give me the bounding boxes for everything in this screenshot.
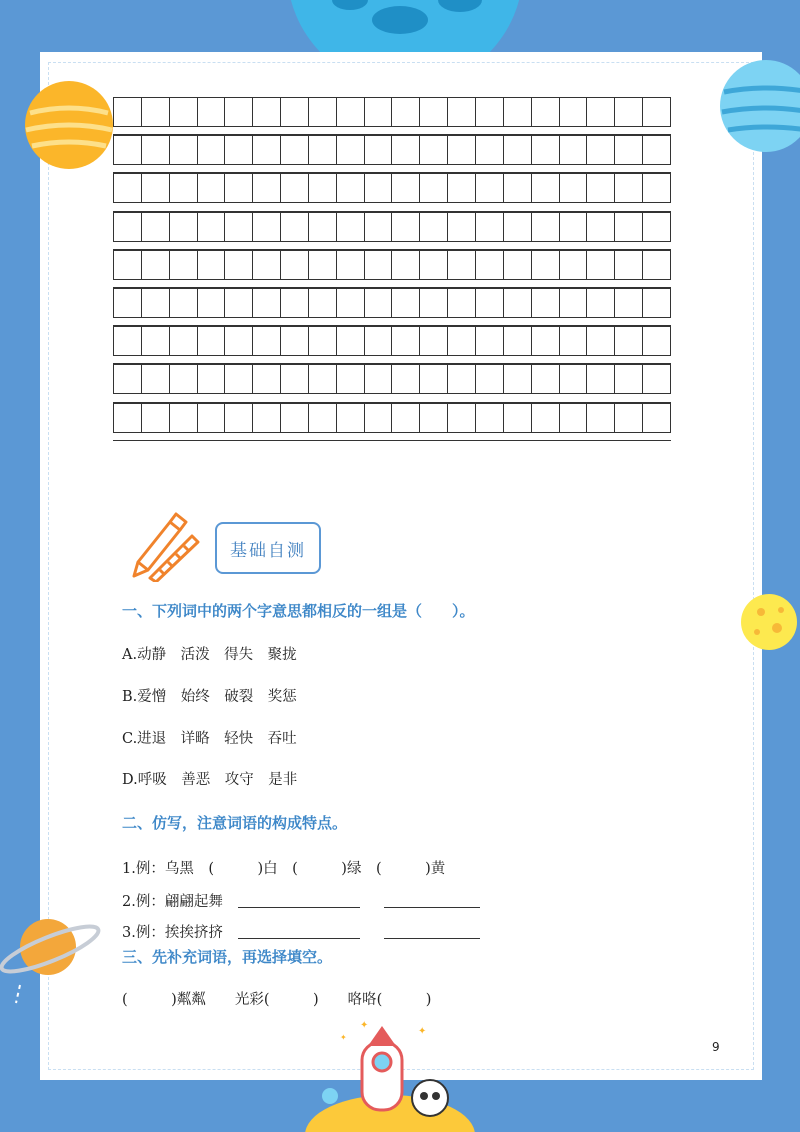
- grid-cell[interactable]: [308, 135, 336, 165]
- grid-cell[interactable]: [364, 364, 392, 394]
- grid-cell[interactable]: [503, 326, 531, 356]
- grid-cell[interactable]: [475, 403, 503, 433]
- grid-cell[interactable]: [169, 403, 197, 433]
- grid-cell[interactable]: [113, 326, 141, 356]
- grid-cell[interactable]: [475, 288, 503, 318]
- grid-cell[interactable]: [419, 364, 447, 394]
- grid-cell[interactable]: [419, 250, 447, 280]
- grid-cell[interactable]: [169, 212, 197, 242]
- grid-cell[interactable]: [531, 364, 559, 394]
- grid-row: [113, 135, 671, 173]
- grid-cell[interactable]: [419, 97, 447, 127]
- q2-line-2: [122, 890, 223, 911]
- grid-cell[interactable]: [308, 212, 336, 242]
- question-2-title: 二、仿写，注意词语的构成特点。: [122, 814, 348, 832]
- grid-cell[interactable]: [169, 364, 197, 394]
- grid-cell[interactable]: [559, 326, 587, 356]
- grid-cell[interactable]: [447, 364, 475, 394]
- q2-line-1: 1.例：乌黑 ( )白 ( )绿 ( )黄: [122, 861, 446, 877]
- grid-cell[interactable]: [252, 212, 280, 242]
- grid-cell[interactable]: [475, 173, 503, 203]
- q2-line-3-blank-1[interactable]: [238, 938, 360, 939]
- grid-cell[interactable]: [169, 250, 197, 280]
- grid-cell[interactable]: [447, 288, 475, 318]
- grid-cell[interactable]: [308, 403, 336, 433]
- grid-cell[interactable]: [586, 288, 614, 318]
- grid-cell[interactable]: [614, 364, 642, 394]
- grid-cell[interactable]: [280, 326, 308, 356]
- grid-cell[interactable]: [252, 403, 280, 433]
- page-number: 9: [712, 1040, 720, 1054]
- grid-cell[interactable]: [642, 364, 671, 394]
- grid-row: [113, 364, 671, 402]
- grid-cell[interactable]: [364, 403, 392, 433]
- q2-line-3-blank-2[interactable]: [384, 938, 480, 939]
- grid-cell[interactable]: [614, 288, 642, 318]
- orange-planet-decoration: [22, 78, 116, 172]
- grid-cell[interactable]: [531, 250, 559, 280]
- grid-cell[interactable]: [113, 173, 141, 203]
- grid-cell[interactable]: [642, 173, 671, 203]
- grid-cell[interactable]: [197, 250, 225, 280]
- grid-cell[interactable]: [113, 135, 141, 165]
- grid-cell[interactable]: [503, 250, 531, 280]
- section-label: 基础自测: [230, 540, 306, 561]
- grid-cell[interactable]: [308, 173, 336, 203]
- grid-cell[interactable]: [391, 288, 419, 318]
- q2-line-3-text: 3.例：挨挨挤挤: [122, 925, 223, 941]
- grid-cell[interactable]: [364, 135, 392, 165]
- grid-row: [113, 326, 671, 364]
- grid-cell[interactable]: [531, 135, 559, 165]
- grid-cell[interactable]: [391, 403, 419, 433]
- grid-row: [113, 173, 671, 211]
- grid-cell[interactable]: [614, 97, 642, 127]
- q1-option-a: A.动静 活泼 得失 聚拢: [122, 647, 297, 663]
- grid-cell[interactable]: [224, 403, 252, 433]
- pencil-ruler-icon: [130, 506, 202, 582]
- grid-cell[interactable]: [336, 212, 364, 242]
- grid-cell[interactable]: [141, 326, 169, 356]
- grid-cell[interactable]: [336, 364, 364, 394]
- grid-cell[interactable]: [531, 97, 559, 127]
- grid-cell[interactable]: [197, 403, 225, 433]
- grid-cell[interactable]: [503, 288, 531, 318]
- grid-cell[interactable]: [252, 135, 280, 165]
- grid-cell[interactable]: [113, 403, 141, 433]
- grid-cell[interactable]: [614, 403, 642, 433]
- grid-cell[interactable]: [280, 250, 308, 280]
- section-label-box: [215, 522, 321, 574]
- grid-cell[interactable]: [447, 212, 475, 242]
- grid-cell[interactable]: [252, 250, 280, 280]
- grid-cell[interactable]: [614, 212, 642, 242]
- grid-cell[interactable]: [642, 135, 671, 165]
- grid-cell[interactable]: [586, 326, 614, 356]
- grid-cell[interactable]: [586, 364, 614, 394]
- grid-cell[interactable]: [559, 364, 587, 394]
- grid-cell[interactable]: [224, 250, 252, 280]
- grid-cell[interactable]: [197, 135, 225, 165]
- grid-cell[interactable]: [475, 212, 503, 242]
- grid-cell[interactable]: [559, 173, 587, 203]
- grid-cell[interactable]: [197, 364, 225, 394]
- grid-cell[interactable]: [391, 212, 419, 242]
- grid-cell[interactable]: [447, 97, 475, 127]
- ringed-planet-decoration: [0, 905, 110, 1015]
- grid-cell[interactable]: [197, 97, 225, 127]
- blue-planet-decoration: [718, 58, 800, 154]
- grid-cell[interactable]: [586, 250, 614, 280]
- grid-cell[interactable]: [141, 135, 169, 165]
- rocket-panda-decoration: [300, 1010, 490, 1132]
- grid-cell[interactable]: [364, 212, 392, 242]
- grid-cell[interactable]: [224, 135, 252, 165]
- grid-cell[interactable]: [391, 135, 419, 165]
- question-1-title: 一、下列词中的两个字意思都相反的一组是（ ）。: [122, 602, 475, 620]
- grid-cell[interactable]: [503, 364, 531, 394]
- grid-cell[interactable]: [531, 288, 559, 318]
- grid-cell[interactable]: [447, 135, 475, 165]
- grid-cell[interactable]: [391, 326, 419, 356]
- grid-cell[interactable]: [113, 364, 141, 394]
- grid-cell[interactable]: [336, 326, 364, 356]
- grid-cell[interactable]: [141, 403, 169, 433]
- grid-cell[interactable]: [224, 326, 252, 356]
- grid-cell[interactable]: [475, 97, 503, 127]
- grid-cell[interactable]: [169, 135, 197, 165]
- grid-cell[interactable]: [336, 288, 364, 318]
- grid-cell[interactable]: [475, 326, 503, 356]
- grid-cell[interactable]: [169, 288, 197, 318]
- grid-cell[interactable]: [531, 212, 559, 242]
- grid-cell[interactable]: [586, 135, 614, 165]
- grid-cell[interactable]: [503, 173, 531, 203]
- grid-cell[interactable]: [614, 173, 642, 203]
- grid-cell[interactable]: [391, 364, 419, 394]
- grid-cell[interactable]: [614, 250, 642, 280]
- grid-cell[interactable]: [141, 364, 169, 394]
- grid-cell[interactable]: [391, 97, 419, 127]
- grid-cell[interactable]: [113, 250, 141, 280]
- grid-cell[interactable]: [224, 212, 252, 242]
- grid-cell[interactable]: [308, 364, 336, 394]
- grid-cell[interactable]: [531, 403, 559, 433]
- grid-cell[interactable]: [559, 288, 587, 318]
- q2-line-2-text: 2.例：翩翩起舞: [122, 894, 223, 910]
- grid-cell[interactable]: [559, 97, 587, 127]
- grid-cell[interactable]: [252, 97, 280, 127]
- grid-cell[interactable]: [475, 364, 503, 394]
- grid-cell[interactable]: [503, 135, 531, 165]
- question-3-title: 三、先补充词语，再选择填空。: [122, 948, 333, 966]
- grid-cell[interactable]: [169, 173, 197, 203]
- grid-cell[interactable]: [113, 212, 141, 242]
- grid-cell[interactable]: [197, 326, 225, 356]
- q3-line-1: ( )粼粼 光彩( ) 咯咯( ): [122, 992, 432, 1008]
- grid-cell[interactable]: [419, 326, 447, 356]
- grid-cell[interactable]: [419, 212, 447, 242]
- svg-text:✦: ✦: [418, 1026, 427, 1037]
- grid-cell[interactable]: [252, 288, 280, 318]
- grid-cell[interactable]: [336, 135, 364, 165]
- grid-cell[interactable]: [586, 403, 614, 433]
- grid-cell[interactable]: [364, 97, 392, 127]
- grid-cell[interactable]: [642, 212, 671, 242]
- q1-option-d: D.呼吸 善恶 攻守 是非: [122, 772, 298, 788]
- grid-cell[interactable]: [113, 288, 141, 318]
- grid-cell[interactable]: [642, 250, 671, 280]
- grid-cell[interactable]: [224, 97, 252, 127]
- grid-cell[interactable]: [559, 135, 587, 165]
- svg-text:✦: ✦: [360, 1020, 369, 1031]
- grid-cell[interactable]: [280, 135, 308, 165]
- grid-cell[interactable]: [419, 135, 447, 165]
- composition-writing-grid: [113, 97, 671, 441]
- q2-line-3: [122, 921, 223, 942]
- grid-cell[interactable]: [141, 173, 169, 203]
- grid-cell[interactable]: [447, 403, 475, 433]
- grid-cell[interactable]: [280, 288, 308, 318]
- grid-cell[interactable]: [280, 212, 308, 242]
- grid-cell[interactable]: [141, 212, 169, 242]
- grid-cell[interactable]: [531, 326, 559, 356]
- grid-cell[interactable]: [308, 326, 336, 356]
- grid-cell[interactable]: [169, 326, 197, 356]
- grid-cell[interactable]: [642, 97, 671, 127]
- grid-cell[interactable]: [252, 173, 280, 203]
- grid-cell[interactable]: [559, 250, 587, 280]
- grid-cell[interactable]: [280, 403, 308, 433]
- grid-cell[interactable]: [364, 288, 392, 318]
- grid-cell[interactable]: [642, 403, 671, 433]
- grid-cell[interactable]: [280, 364, 308, 394]
- grid-cell[interactable]: [280, 97, 308, 127]
- q2-line-2-blank-1[interactable]: [238, 907, 360, 908]
- grid-cell[interactable]: [447, 326, 475, 356]
- grid-cell[interactable]: [419, 288, 447, 318]
- grid-cell[interactable]: [391, 173, 419, 203]
- grid-row: [113, 97, 671, 135]
- grid-cell[interactable]: [475, 250, 503, 280]
- grid-cell[interactable]: [475, 135, 503, 165]
- grid-cell[interactable]: [308, 288, 336, 318]
- grid-cell[interactable]: [336, 173, 364, 203]
- svg-text:✦: ✦: [340, 1033, 347, 1042]
- grid-cell[interactable]: [447, 250, 475, 280]
- grid-cell[interactable]: [364, 250, 392, 280]
- grid-cell[interactable]: [503, 97, 531, 127]
- grid-cell[interactable]: [559, 212, 587, 242]
- q2-line-2-blank-2[interactable]: [384, 907, 480, 908]
- grid-cell[interactable]: [113, 97, 141, 127]
- grid-cell[interactable]: [419, 403, 447, 433]
- grid-cell[interactable]: [559, 403, 587, 433]
- grid-cell[interactable]: [336, 403, 364, 433]
- grid-cell[interactable]: [642, 288, 671, 318]
- grid-cell[interactable]: [364, 173, 392, 203]
- grid-cell[interactable]: [586, 212, 614, 242]
- grid-cell[interactable]: [308, 250, 336, 280]
- grid-cell[interactable]: [252, 326, 280, 356]
- grid-cell[interactable]: [503, 403, 531, 433]
- grid-cell[interactable]: [364, 326, 392, 356]
- grid-cell[interactable]: [169, 97, 197, 127]
- grid-cell[interactable]: [391, 250, 419, 280]
- grid-cell[interactable]: [197, 173, 225, 203]
- grid-cell[interactable]: [141, 288, 169, 318]
- yellow-moon-decoration: [737, 592, 800, 652]
- q1-option-b: B.爱憎 始终 破裂 奖惩: [122, 689, 297, 705]
- grid-cell[interactable]: [280, 173, 308, 203]
- grid-row: [113, 288, 671, 326]
- grid-cell[interactable]: [586, 97, 614, 127]
- grid-cell[interactable]: [614, 326, 642, 356]
- grid-cell[interactable]: [336, 97, 364, 127]
- grid-cell[interactable]: [447, 173, 475, 203]
- grid-cell[interactable]: [642, 326, 671, 356]
- grid-cell[interactable]: [197, 212, 225, 242]
- grid-row: [113, 403, 671, 441]
- grid-cell[interactable]: [224, 288, 252, 318]
- grid-cell[interactable]: [586, 173, 614, 203]
- grid-cell[interactable]: [308, 97, 336, 127]
- grid-cell[interactable]: [419, 173, 447, 203]
- grid-row: [113, 250, 671, 288]
- grid-cell[interactable]: [224, 364, 252, 394]
- grid-cell[interactable]: [531, 173, 559, 203]
- grid-cell[interactable]: [252, 364, 280, 394]
- grid-cell[interactable]: [614, 135, 642, 165]
- grid-cell[interactable]: [503, 212, 531, 242]
- grid-cell[interactable]: [197, 288, 225, 318]
- grid-cell[interactable]: [224, 173, 252, 203]
- grid-cell[interactable]: [141, 97, 169, 127]
- grid-cell[interactable]: [141, 250, 169, 280]
- grid-row: [113, 212, 671, 250]
- q1-option-c: C.进退 详略 轻快 吞吐: [122, 731, 297, 747]
- grid-cell[interactable]: [336, 250, 364, 280]
